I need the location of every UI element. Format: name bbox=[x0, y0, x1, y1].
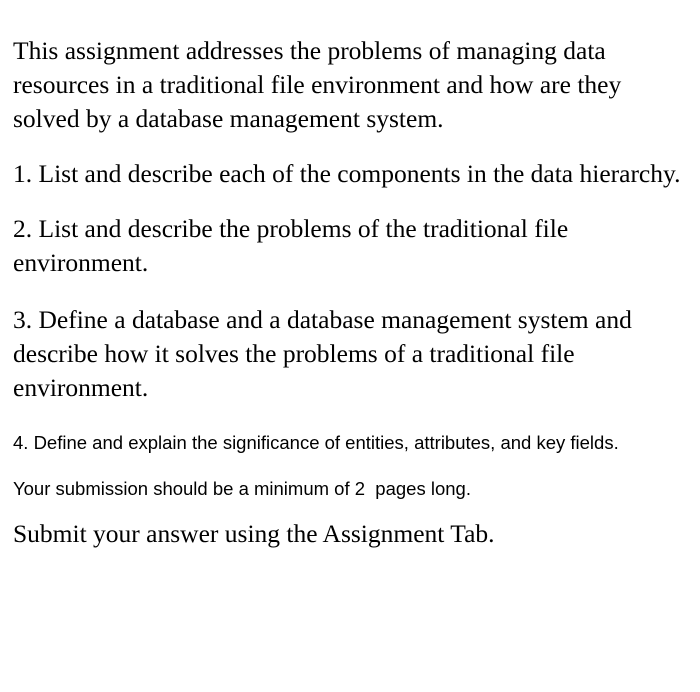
question-3: 3. Define a database and a database management system and describe how it solves the problems of a traditional file environment. bbox=[13, 305, 632, 402]
question-1: 1. List and describe each of the components in the data hierarchy. bbox=[13, 159, 681, 188]
length-requirement: Your submission should be a minimum of 2 pages long. bbox=[13, 478, 471, 499]
question-2: 2. List and describe the problems of the traditional file environment. bbox=[13, 214, 569, 277]
assignment-document bbox=[13, 34, 685, 551]
intro-paragraph: This assignment addresses the problems of managing data resources in a traditional file environment and how are they solved by a database management system. bbox=[13, 36, 622, 133]
question-4: 4. Define and explain the significance of entities, attributes, and key fields. bbox=[13, 432, 619, 453]
submit-instruction: Submit your answer using the Assignment Tab. bbox=[13, 519, 495, 548]
